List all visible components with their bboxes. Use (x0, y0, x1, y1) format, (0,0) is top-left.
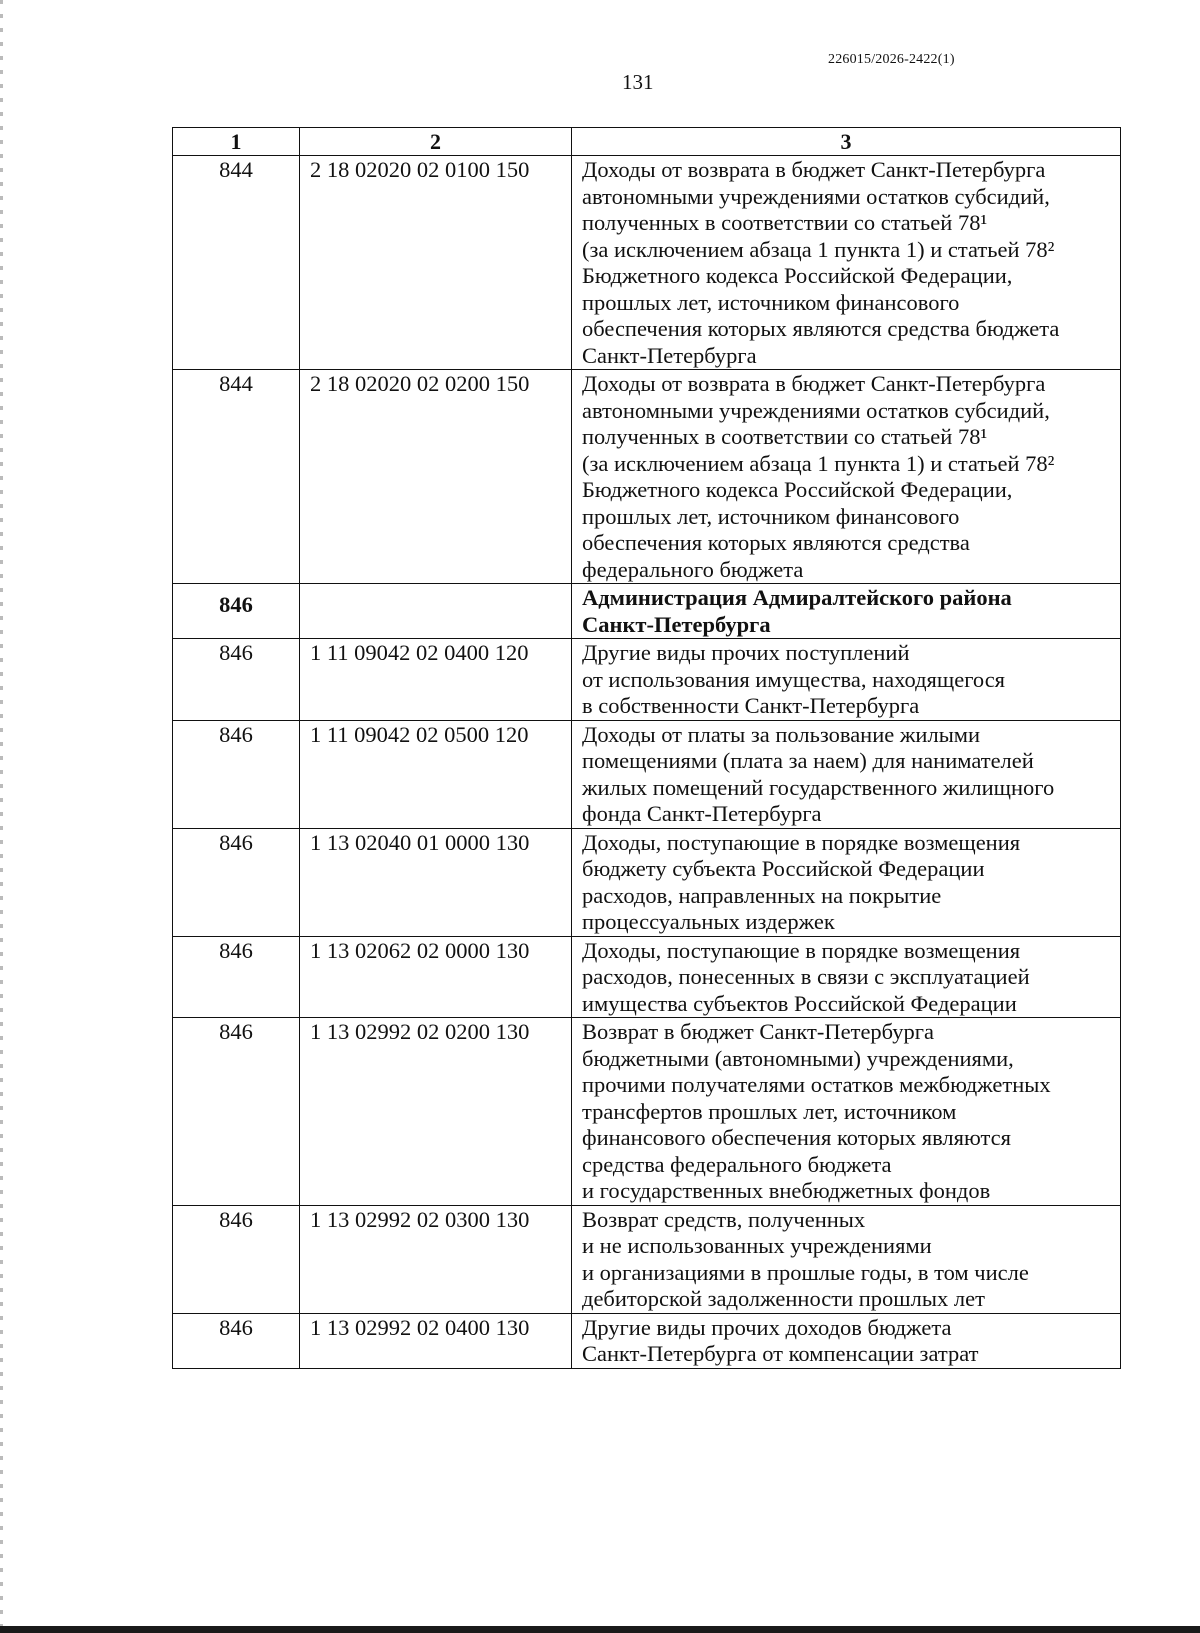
table-body (173, 156, 1121, 1369)
income-name-line: от использования имущества, находящегося (582, 666, 1006, 692)
budget-code-cell: 1 13 02992 02 0300 130 (300, 1205, 572, 1313)
income-name-line: обеспечения которых являются средства бюджета (582, 316, 1060, 341)
income-name-line: расходов, направленных на покрытие (582, 882, 942, 908)
income-name-line: автономными учреждениями остатков субсидий, (582, 183, 1050, 209)
income-name-line: бюджетными (автономными) учреждениями, (582, 1045, 1014, 1071)
budget-code-cell: 1 13 02062 02 0000 130 (300, 936, 572, 1018)
income-name-cell (572, 639, 1121, 721)
income-name-line: Санкт-Петербурга (582, 611, 771, 637)
income-name-line: полученных в соответствии со статьей 78¹ (582, 210, 988, 235)
income-name-line: Другие виды прочих доходов бюджета (582, 1314, 952, 1340)
income-name-line: жилых помещений государственного жилищного (582, 774, 1055, 800)
income-name-line: прошлых лет, источником финансового (582, 289, 960, 315)
income-name-line: расходов, понесенных в связи с эксплуатацией (582, 964, 1030, 989)
income-name-line: федерального бюджета (582, 556, 804, 582)
table-row (173, 1018, 1121, 1206)
table-row (173, 1205, 1121, 1313)
income-name-line: автономными учреждениями остатков субсидий, (582, 397, 1050, 423)
table-row (173, 156, 1121, 370)
income-name-line: (за исключением абзаца 1 пункта 1) и статьей 78² (582, 450, 1055, 476)
table-row (173, 828, 1121, 936)
admin-code-cell: 846 (173, 1313, 300, 1368)
admin-code-cell: 846 (173, 1018, 300, 1206)
income-name-line: дебиторской задолженности прошлых лет (582, 1286, 985, 1311)
column-header-1: 1 (173, 128, 300, 156)
income-name-line: помещениями (плата за наем) для нанимателей (582, 748, 1034, 773)
income-name-line: и организациями в прошлые годы, в том числе (582, 1259, 1029, 1285)
income-name-cell (572, 1205, 1121, 1313)
table-row (173, 639, 1121, 721)
income-name-cell (572, 1018, 1121, 1206)
income-name-line: средства федерального бюджета (582, 1151, 892, 1177)
admin-code-cell: 846 (173, 639, 300, 721)
scan-edge-mark (0, 0, 3, 1633)
admin-code-cell: 846 (173, 720, 300, 828)
income-name-line: Доходы, поступающие в порядке возмещения (582, 937, 1021, 963)
income-name-line: Санкт-Петербурга от компенсации затрат (582, 1341, 979, 1366)
admin-code-cell: 844 (173, 156, 300, 370)
admin-code-cell: 844 (173, 370, 300, 584)
table-row (173, 370, 1121, 584)
income-name-line: Доходы от платы за пользование жилыми (582, 721, 981, 747)
budget-code-cell: 2 18 02020 02 0100 150 (300, 156, 572, 370)
income-name-line: (за исключением абзаца 1 пункта 1) и статьей 78² (582, 236, 1055, 262)
income-name-cell (572, 1313, 1121, 1368)
income-name-line: и не использованных учреждениями (582, 1233, 932, 1258)
income-name-line: бюджету субъекта Российской Федерации (582, 856, 985, 881)
income-name-cell (572, 370, 1121, 584)
column-header-3: 3 (572, 128, 1121, 156)
budget-code-cell: 1 13 02992 02 0400 130 (300, 1313, 572, 1368)
table-section-row (173, 584, 1121, 639)
income-name-line: Санкт-Петербурга (582, 342, 757, 368)
budget-code-cell: 1 13 02992 02 0200 130 (300, 1018, 572, 1206)
income-name-line: Бюджетного кодекса Российской Федерации, (582, 477, 1013, 502)
income-name-cell (572, 828, 1121, 936)
scan-bottom-border (0, 1626, 1200, 1633)
income-name-line: Доходы, поступающие в порядке возмещения (582, 829, 1021, 855)
income-name-line: процессуальных издержек (582, 909, 835, 934)
budget-code-cell: 1 11 09042 02 0400 120 (300, 639, 572, 721)
admin-code-cell: 846 (173, 828, 300, 936)
income-name-line: Другие виды прочих поступлений (582, 640, 910, 665)
table-row (173, 936, 1121, 1018)
income-name-line: полученных в соответствии со статьей 78¹ (582, 424, 988, 449)
income-name-line: в собственности Санкт-Петербурга (582, 693, 920, 718)
budget-code-cell: 1 13 02040 01 0000 130 (300, 828, 572, 936)
income-name-line: Доходы от возврата в бюджет Санкт-Петербурга (582, 157, 1046, 182)
income-name-line: Администрация Адмиралтейского района (582, 585, 1012, 610)
table-row (173, 1313, 1121, 1368)
income-name-cell (572, 936, 1121, 1018)
income-name-line: имущества субъектов Российской Федерации (582, 990, 1017, 1016)
income-name-line: Бюджетного кодекса Российской Федерации, (582, 263, 1013, 288)
income-name-cell (572, 584, 1121, 639)
income-name-line: Доходы от возврата в бюджет Санкт-Петербурга (582, 371, 1046, 396)
income-name-line: прошлых лет, источником финансового (582, 503, 960, 529)
document-code: 226015/2026-2422(1) (828, 52, 955, 67)
admin-code-cell: 846 (173, 584, 300, 639)
table-header-row (173, 128, 1121, 156)
table-row (173, 720, 1121, 828)
budget-codes-table (172, 127, 1121, 1369)
column-header-2: 2 (300, 128, 572, 156)
income-name-cell (572, 156, 1121, 370)
budget-code-cell (300, 584, 572, 639)
income-name-line: прочими получателями остатков межбюджетных (582, 1072, 1051, 1097)
page-number: 131 (622, 70, 654, 94)
income-name-line: Возврат в бюджет Санкт-Петербурга (582, 1019, 934, 1044)
budget-code-cell: 1 11 09042 02 0500 120 (300, 720, 572, 828)
income-name-line: обеспечения которых являются средства (582, 530, 970, 555)
admin-code-cell: 846 (173, 1205, 300, 1313)
admin-code-cell: 846 (173, 936, 300, 1018)
budget-code-cell: 2 18 02020 02 0200 150 (300, 370, 572, 584)
income-name-line: трансфертов прошлых лет, источником (582, 1098, 957, 1124)
income-name-line: и государственных внебюджетных фондов (582, 1178, 991, 1203)
income-name-cell (572, 720, 1121, 828)
income-name-line: Возврат средств, полученных (582, 1206, 866, 1232)
income-name-line: фонда Санкт-Петербурга (582, 801, 822, 826)
income-name-line: финансового обеспечения которых являются (582, 1125, 1011, 1150)
